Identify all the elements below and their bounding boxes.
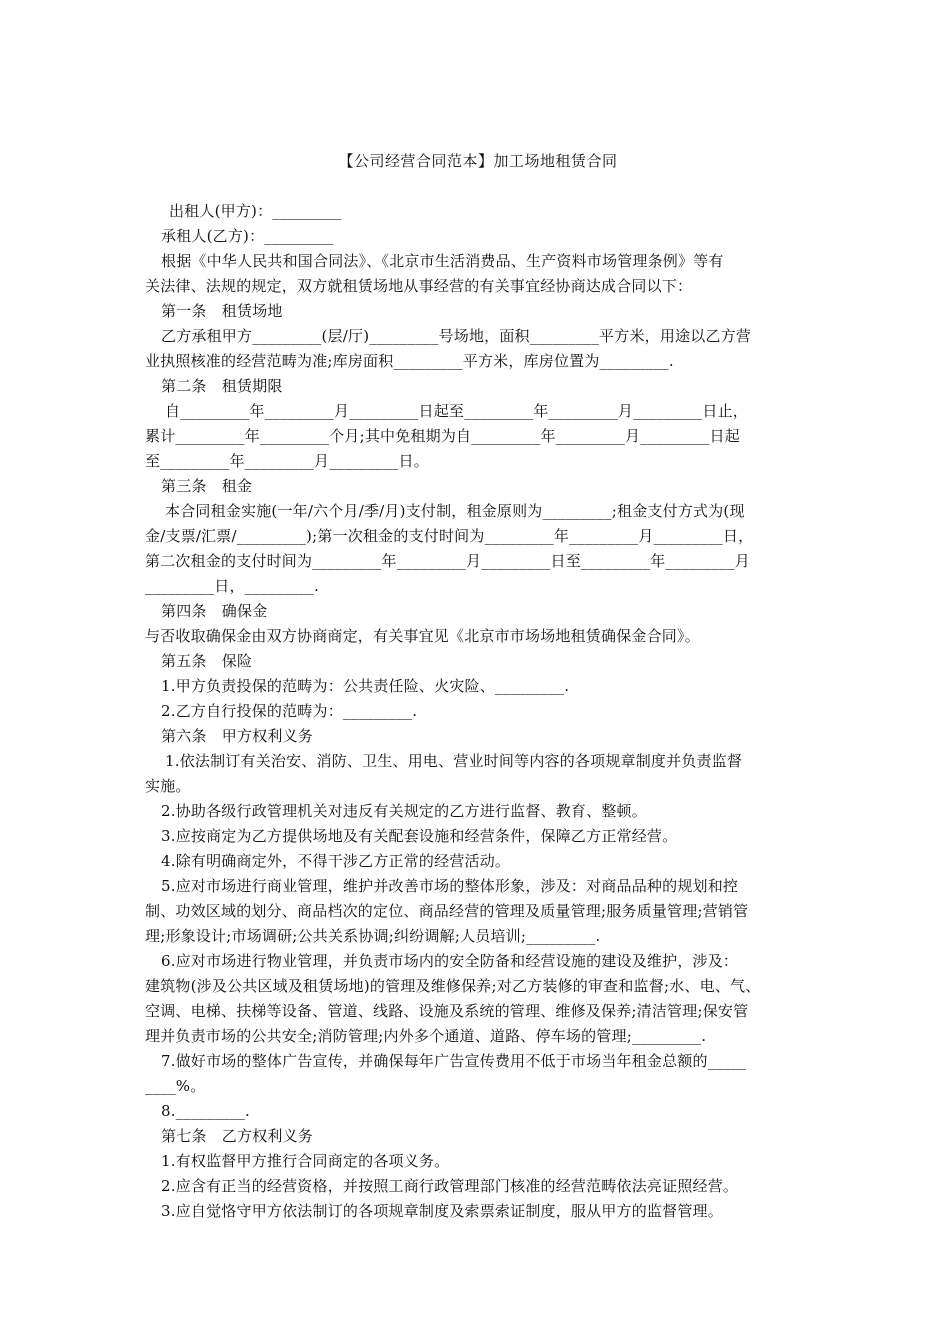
clause-line: 2.协助各级行政管理机关对违反有关规定的乙方进行监督、教育、整顿。 <box>161 802 647 820</box>
clause-line: 6.应对市场进行物业管理，并负责市场内的安全防备和经营设施的建设及维护，涉及： <box>161 952 739 970</box>
clause-line: 7.做好市场的整体广告宣传，并确保每年广告宣传费用不低于市场当年租金总额的_____ <box>161 1052 747 1070</box>
article-heading: 第七条 乙方权利义务 <box>161 1127 314 1145</box>
preamble-line: 关法律、法规的规定，双方就租赁场地从事经营的有关事宜经协商达成合同以下： <box>145 277 693 295</box>
clause-line: 1.甲方负责投保的范畴为：公共责任险、火灾险、_________. <box>161 677 570 695</box>
article-heading: 第四条 确保金 <box>161 602 268 620</box>
clause-line: 3.应按商定为乙方提供场地及有关配套设施和经营条件，保障乙方正常经营。 <box>161 827 678 845</box>
clause-line: 第二次租金的支付时间为_________年_________月_________日至_________年_________月 <box>145 552 750 570</box>
clause-line: 制、功效区域的划分、商品档次的定位、商品经营的管理及质量管理;服务质量管理;营销管 <box>145 902 749 920</box>
clause-line: 理;形象设计;市场调研;公共关系协调;纠纷调解;人员培训;_________. <box>145 927 601 945</box>
clause-line: 2.乙方自行投保的范畴为：_________. <box>161 702 418 720</box>
article-heading: 第二条 租赁期限 <box>161 377 283 395</box>
contract-body <box>145 199 811 1224</box>
clause-line: 3.应自觉恪守甲方依法制订的各项规章制度及索票索证制度，服从甲方的监督管理。 <box>161 1202 723 1220</box>
clause-line: 8._________. <box>161 1102 250 1120</box>
article-heading: 第六条 甲方权利义务 <box>161 727 314 745</box>
clause-line: 自_________年_________月_________日起至_________年_________月_________日止， <box>165 402 749 420</box>
clause-line: 金/支票/汇票/_________);第一次租金的支付时间为_________年_________月_________日， <box>145 527 754 545</box>
article-heading: 第一条 租赁场地 <box>161 302 283 320</box>
clause-line: 2.应含有正当的经营资格，并按照工商行政管理部门核准的经营范畴依法亮证照经营。 <box>161 1177 739 1195</box>
clause-line: 业执照核准的经营范畴为准;库房面积_________平方米，库房位置为_________. <box>145 352 674 370</box>
clause-line: 5.应对市场进行商业管理，维护并改善市场的整体形象，涉及：对商品品种的规划和控 <box>161 877 739 895</box>
clause-line: 累计_________年_________个月;其中免租期为自_________年_________月_________日起 <box>145 427 740 445</box>
preamble-line: 根据《中华人民共和国合同法》、《北京市生活消费品、生产资料市场管理条例》等有 <box>161 252 724 270</box>
lessee-line: 承租人(乙方)：_________ <box>161 227 334 245</box>
clause-line: 建筑物(涉及公共区域及租赁场地)的管理及维修保养;对乙方装修的审查和监督;水、电、气、 <box>145 977 761 995</box>
clause-line: 实施。 <box>145 777 191 795</box>
clause-line: 与否收取确保金由双方协商商定，有关事宜见《北京市市场场地租赁确保金合同》。 <box>145 627 700 645</box>
clause-line: 空调、电梯、扶梯等设备、管道、线路、设施及系统的管理、维修及保养;清洁管理;保安管 <box>145 1002 749 1020</box>
document-title: 【公司经营合同范本】加工场地租赁合同 <box>338 152 618 170</box>
clause-line: 1.有权监督甲方推行合同商定的各项义务。 <box>161 1152 450 1170</box>
clause-line: 理并负责市场的公共安全;消防管理;内外多个通道、道路、停车场的管理;_________. <box>145 1027 707 1045</box>
article-heading: 第五条 保险 <box>161 652 253 670</box>
clause-line: _________日，_________. <box>145 577 319 595</box>
clause-line: 本合同租金实施(一年/六个月/季/月)支付制，租金原则为_________;租金支付方式为(现 <box>165 502 745 520</box>
lessor-line: 出租人(甲方)：_________ <box>169 202 342 220</box>
clause-line: 至_________年_________月_________日。 <box>145 452 429 470</box>
clause-line: ____%。 <box>145 1077 206 1095</box>
clause-line: 乙方承租甲方_________(层/厅)_________号场地，面积_________平方米，用途以乙方营 <box>161 327 752 345</box>
clause-line: 1.依法制订有关治安、消防、卫生、用电、营业时间等内容的各项规章制度并负责监督 <box>165 752 743 770</box>
clause-line: 4.除有明确商定外，不得干涉乙方正常的经营活动。 <box>161 852 511 870</box>
article-heading: 第三条 租金 <box>161 477 253 495</box>
